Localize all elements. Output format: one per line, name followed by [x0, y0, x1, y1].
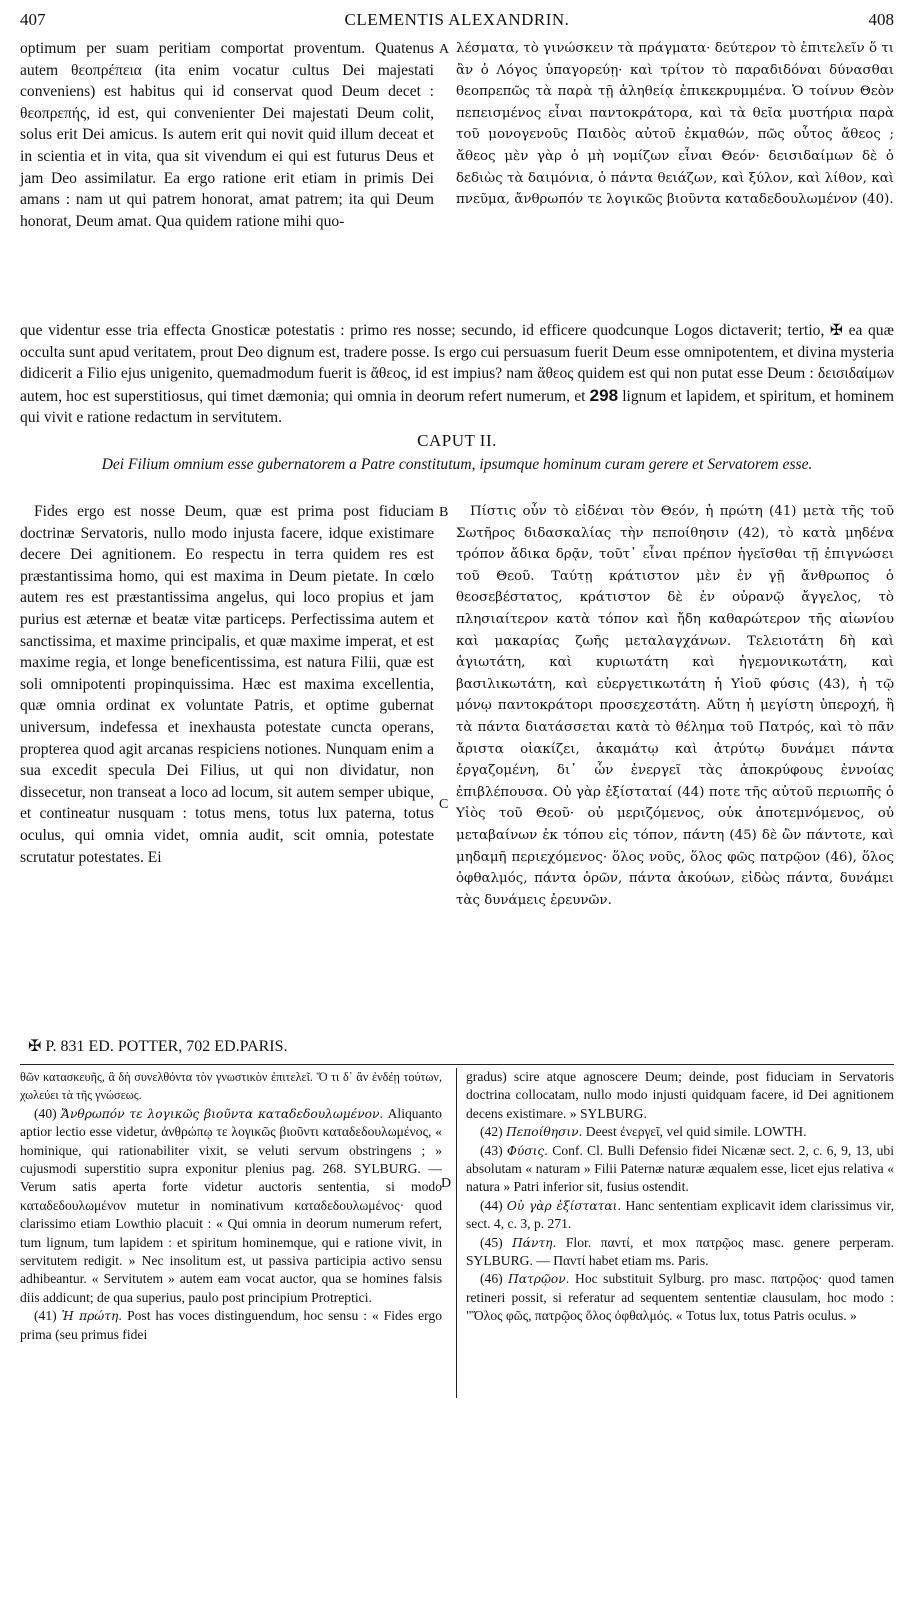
latin-main-paragraph: Fides ergo est nosse Deum, quæ est prima post fiduciam doctrinæ Servatoris, nullo modo injusta facere, idque existimare decere Dei agnitionem. Eo respectu in terra quidem res est præstantissima homo, qui est maxima in Deum pietate. In cœlo autem res est præstantissima angelus, qui loco propius et jam purius est æternæ et beatæ vitæ particeps. Perfectissima autem et sanctissima, et maxime principalis, et quæ maxime imperat, et est maxime regia, et longe beneficentissima, est natura Filii, quæ est soli omnipotenti propinquissima. Hæc est maxima excellentia, quæ omnia ordinat ex voluntate Patris, et optime gubernat universum, indefessa et inexhausta potestate cuncta operans, propterea quod agit arcanas respiciens notiones. Nunquam enim a sua excedit specula Dei Filius, ut qui non dividatur, non dissecetur, non transeat a loco ad locum, sit autem semper ubique, et contineatur nusquam : totus mens, totus lux paterna, totus oculus, qui omnia videt, omnia audit, scit omnia, potestate scrutatur potestates. Ei [20, 503, 434, 866]
latin-full-width-text-a: que videntur esse tria effecta Gnosticæ potestatis : primo res nosse; secundo, id efficere quodcunque Logos dictaverit; tertio, ✠ ea quæ occulta sunt apud veritatem, prout Deo dignum est, tradere posse. Is ergo cui persuasum fuerit Deum esse omnipotentem, et divina mysteria didicerit a Filio ejus unigenito, quemadmodum fuerit is ἄθεος, id est impius? nam ἄθεος quidem est qui non putat esse Deum : δεισιδαίμων autem, hoc est superstitiosus, qui timet dæmonia; qui omnia in deorum refert numerum, et [20, 322, 894, 405]
left-page-number: 407 [20, 10, 46, 29]
running-title: CLEMENTIS ALEXANDRIN. [344, 10, 570, 29]
right-page-number: 408 [868, 10, 894, 29]
notes-column-divider [456, 1068, 457, 1398]
chapter-title: CAPUT II. [417, 431, 497, 450]
notes-separator [20, 1064, 894, 1065]
edition-reference: ✠ P. 831 ED. POTTER, 702 ED.PARIS. [28, 1038, 288, 1055]
greek-main-paragraph: Πίστις οὖν τὸ εἰδέναι τὸν Θεόν, ἡ πρώτη (41) μετὰ τῆς τοῦ Σωτῆρος διδασκαλίας τὴν πεποίθησιν (42), τὸ κατὰ μηδένα τρόπον ἄδικα δρᾷν, τοῦτ᾽ εἶναι πρέπον ἡγεῖσθαι τῇ ἐπιγνώσει τοῦ Θεοῦ. Ταύτῃ κράτιστον μὲν ἐν γῇ ἄνθρωπος ὁ θεοσεβέστατος, κράτιστον δὲ ἐν οὐρανῷ ἄγγελος, τὸ πλησιαίτερον κατὰ τόπον καὶ ἤδη καθαρώτερον τῆς αἰωνίου καὶ μακαρίας ζωῆς μεταλαγχάνων. Τελειοτάτη δὴ καὶ ἁγιωτάτη, καὶ κυριωτάτη καὶ ἡγεμονικωτάτη, καὶ βασιλικωτάτη, καὶ εὐεργετικωτάτη ἡ Υἱοῦ φύσις (43), ἡ τῷ μόνῳ παντοκράτορι προσεχεστάτη. Αὕτη ἡ μεγίστη ὑπεροχή, ἣ τὰ πάντα διατάσσεται κατὰ τὸ θέλημα τοῦ Πατρός, καὶ τὸ πᾶν ἄριστα οἰακίζει, ἀκαμάτῳ καὶ ἀτρύτῳ δυνάμει πάντα ἐργαζομένη, δι᾽ ὧν ἐνεργεῖ τὰς ἀποκρύφους ἐννοίας ἐπιβλέπουσα. Οὐ γὰρ ἐξίσταταί (44) ποτε τῆς αὐτοῦ περιωπῆς ὁ Υἱὸς τοῦ Θεοῦ· οὐ μεριζόμενος, οὐκ ἀποτεμνόμενος, οὐ μεταβαίνων ἐκ τόπου εἰς τόπον, πάντη (45) δὲ ὢν πάντοτε, καὶ μηδαμῆ περιεχόμενος· ὅλος νοῦς, ὅλος φῶς πατρῷον (46), ὅλος ὀφθαλμός, πάντα ὁρῶν, πάντα ἀκούων, εἰδὼς πάντα, δυνάμει τὰς δυνάμεις ἐρευνῶν. [456, 504, 894, 908]
margin-letter-b: B [439, 505, 449, 520]
footnote-46-label: (46) [480, 1271, 503, 1287]
footnote-43 [466, 1142, 894, 1197]
footnote-46-lemma: Πατρῷον. [508, 1272, 570, 1287]
greek-top-paragraph: λέσματα, τὸ γινώσκειν τὰ πράγματα· δεύτερον τὸ ἐπιτελεῖν ὅ τι ἂν ὁ Λόγος ὑπαγορεύῃ· καὶ τρίτον τὸ παραδιδόναι δύνασθαι θεοπρεπῶς τὰ παρὰ τῇ ἀληθείᾳ ἐπικεκρυμμένα. Ὁ τοίνυν Θεὸν πεπεισμένος εἶναι παντοκράτορα, καὶ τὰ θεῖα μυστήρια παρὰ τοῦ μονογενοῦς Παιδὸς αὐτοῦ ἐκμαθών, πῶς οὗτος ἄθεος ; ἄθεος μὲν γὰρ ὁ μὴ νομίζων εἶναι Θεόν· δεισιδαίμων δὲ ὁ δεδιὼς τὰ δαιμόνια, ὁ πάντα θειάζων, καὶ ξύλον, καὶ λίθον, καὶ πνεῦμα, ἄνθρωπόν τε λογικῶς βιοῦντα καταδεδουλωμένον (40). [456, 41, 894, 208]
footnote-41-label: (41) [34, 1308, 57, 1324]
latin-full-width-paragraph [20, 320, 894, 429]
footnote-45 [466, 1234, 894, 1271]
footnote-43-label: (43) [480, 1142, 503, 1158]
margin-letter-d: D [441, 1176, 452, 1191]
footnote-42-text: Deest ἐνεργεῖ, vel quid simile. LOWTH. [585, 1124, 807, 1140]
latin-full-width-text-b: lignum et lapidem, et spiritum, et hominem qui vivit e ratione redactum in servitutem. [20, 387, 895, 427]
footnote-46-text: Hoc substituit Sylburg. pro masc. πατρῷος· quod tamen retineri possit, si referatur ad sequentem sententiæ clausulam, hoc modo : "Ὅλος φῶς, πατρῷος ὅλος ὀφθαλμός. « Totus lux, totus Patris oculus. » [466, 1271, 895, 1324]
footnote-45-lemma: Πάντη. [512, 1235, 557, 1250]
footnote-40-lemma: Ἄνθρωπόν τε λογικῶς βιοῦντα καταδεδουλωμένον. [61, 1106, 384, 1121]
footnote-45-label: (45) [480, 1234, 503, 1250]
footnote-41-lemma: Ἡ πρώτη. [61, 1309, 123, 1324]
footnote-42 [466, 1123, 894, 1141]
notes-left-column [20, 1068, 442, 1344]
page-marker-number: 298 [589, 385, 619, 405]
footnote-44-lemma: Οὐ γὰρ ἐξίσταται. [506, 1198, 622, 1213]
note-continuation-greek: θῶν κατασκευῆς, ἃ δὴ συνελθόντα τὸν γνωστικὸν ἐπιτελεῖ. Ὅ τι δ᾽ ἂν ἐνδέῃ τούτων, χωλεύει τὰ τῆς γνώσεως. [20, 1070, 442, 1103]
footnote-46 [466, 1270, 894, 1325]
footnote-44-label: (44) [480, 1197, 503, 1213]
footnote-42-lemma: Πεποίθησιν. [506, 1125, 583, 1140]
footnote-43-lemma: Φύσις. [506, 1143, 549, 1158]
notes-right-column [466, 1068, 894, 1326]
footnote-44 [466, 1197, 894, 1234]
footnote-43-text: Conf. Cl. Bulli Defensio fidei Nicænæ sect. 2, c. 6, 9, 13, ubi absolutam « naturam » Filii Paternæ naturæ æqualem esse, licet ejus relativa « natura » Patri inferior sit, fusius ostendit. [466, 1142, 895, 1195]
footnote-45-text: Flor. παντί, et mox πατρῷος masc. genere perperam. SYLBURG. — Παντί habet etiam ms. Paris. [466, 1234, 894, 1269]
margin-letter-a: A [439, 42, 450, 57]
chapter-subtitle: Dei Filium omnium esse gubernatorem a Patre constitutum, ipsumque hominum curam gerere et Servatorem esse. [101, 456, 813, 473]
running-header [20, 10, 894, 32]
footnote-41-text: Post has voces distinguendum, hoc sensu : « Fides ergo prima (seu primus fidei [20, 1308, 442, 1342]
footnote-40 [20, 1105, 442, 1307]
note-continuation-latin: gradus) scire atque agnoscere Deum; deinde, post fiduciam in Servatoris doctrina collocatam, nullo modo injusti quidquam facere, id Dei agnitionem decens existimare. » SYLBURG. [466, 1069, 894, 1121]
latin-top-paragraph: optimum per suam peritiam comportat proventum. Quatenus autem θεοπρέπεια (ita enim vocatur cultus Dei majestati conveniens) est habitus qui id conservat quod Deum decet : θεοπρεπής, id est, qui convenienter Dei majestati Deum colit, solus erit Dei amicus. Is autem erit qui novit quid illum deceat et in scientia et in vita, qua sit vivendum ei qui est futurus Deus et jam Deo assimilatur. Ea ergo ratione erit etiam in primis Dei amans : nam ut qui patrem honorat, amat patrem; ita qui Deum honorat, Deum amat. Qua quidem ratione mihi quo- [20, 40, 434, 230]
footnote-40-label: (40) [34, 1105, 57, 1121]
footnote-41 [20, 1307, 442, 1344]
margin-letter-c: C [439, 797, 449, 812]
footnote-44-text: Hanc sententiam explicavit idem clarissimus vir, sect. 4, c. 3, p. 271. [466, 1197, 895, 1232]
footnote-40-text: Aliquanto aptior lectio esse videtur, ἀνθρώπῳ τε λογικῶς βιοῦντι καταδεδουλωμένος, « hominique, qui rationabiliter vixit, se veluti servum obstringens ; » cujusmodi superstitio supra exponitur plenius pag. 268. SYLBURG. — Verum satis aperta forte videtur auctoris sententia, si modo καταδεδουλωμένον mutetur in nominativum καταδεδουλωμένος· quod clarissimo etiam Lowthio placuit : « Qui omnia in deorum numerum refert, tum lignum, tum lapidem : et spiritum hominemque, qui e ratione vivit, in servitutem redigit. » Nec insolitum est, ut passiva participia activo sensu adhibeantur. « Servitutem » autem eam vocat auctor, qua se homines falsis diis addicunt; de qua superius, paulo post principium Protreptici. [20, 1105, 442, 1305]
footnote-42-label: (42) [480, 1124, 503, 1140]
